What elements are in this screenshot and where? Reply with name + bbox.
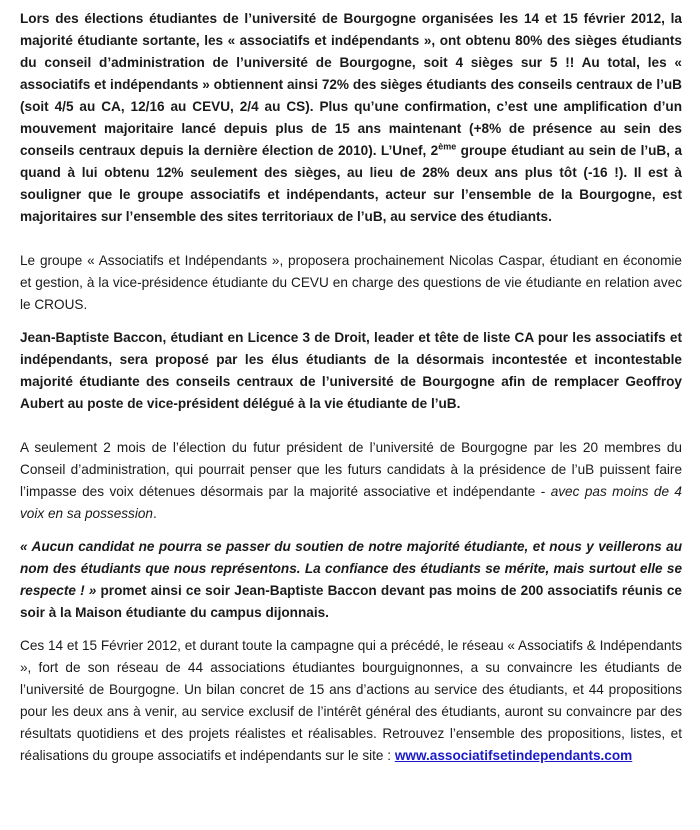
paragraph-election-results [20,8,682,228]
paragraph-text: A seulement 2 mois de l’élection du futur président de l’université de Bourgogne par les 20 membres du Conseil d’administration, qui pourrait penser que les futurs candidats à la présidence de l’uB puissent faire l’impasse des voix détenues désormais par la majorité associative et indépendante - [20,440,682,499]
paragraph-text: Ces 14 et 15 Février 2012, et durant toute la campagne qui a précédé, le réseau « Associatifs & Indépendants », fort de son réseau de 44 associations étudiantes bourguignonnes, a su convaincre les étudiants de l’université de Bourgogne. Un bilan concret de 15 ans d’actions au service des étudiants, et 44 propositions pour les deux ans à venir, au service exclusif de l’intérêt général des étudiants, auront su convaincre par des résultats quotidiens et des projets réalistes et réalisables. Retrouvez l’ensemble des propositions, listes, et réalisations du groupe associatifs et indépendants sur le site : [20,638,682,763]
paragraph-text: . [153,506,157,521]
paragraph-text: groupe étudiant au sein de l’uB, a quand à lui obtenu 12% seulement des sièges, au lieu de 28% deux ans plus tôt (-16 !). Il est à souligner que le groupe associatifs et indépendants, acteur sur l’ensemble de la Bourgogne, est majoritaires sur l’ensemble des sites territoriaux de l’uB, au service des étudiants. [20,143,683,224]
paragraph-text: Lors des élections étudiantes de l’université de Bourgogne organisées les 14 et 15 février 2012, la majorité étudiante sortante, les « associatifs et indépendants », ont obtenu 80% des sièges étudiants du conseil d’administration de l’université de Bourgogne, soit 4 sièges sur 5 !! Au total, les « associatifs et indépendants » obtiennent ainsi 72% des sièges étudiants des conseils centraux de l’uB (soit 4/5 au CA, 12/16 au CEVU, 2/4 au CS). Plus qu’une confirmation, c’est une amplification d’un mouvement majoritaire lancé depuis plus de 15 ans maintenant (+8% de présence au sein des conseils centraux depuis la dernière élection de 2010). L’Unef, 2 [20,11,682,158]
paragraph-presidential-election [20,437,682,525]
paragraph-text: promet ainsi ce soir Jean-Baptiste Baccon devant pas moins de 200 associatifs réunis ce soir à la Maison étudiante du campus dijonnais. [20,583,682,620]
paragraph-vice-president: Jean-Baptiste Baccon, étudiant en Licence 3 de Droit, leader et tête de liste CA pour les associatifs et indépendants, sera proposé par les élus étudiants de la désormais incontestée et incontestable majorité étudiante des conseils centraux de l’université de Bourgogne afin de remplacer Geoffroy Aubert au poste de vice-président délégué à la vie étudiante de l’uB. [20,330,682,411]
italic-remark: avec pas moins de 4 voix en sa possession [20,484,682,521]
superscript-ordinal: ème [438,141,457,152]
quote-text: « Aucun candidat ne pourra se passer du soutien de notre majorité étudiante, et nous y veillerons au nom des étudiants que nous représentons. La confiance des étudiants se mérite, mais surtout elle se respecte ! » [20,539,682,598]
paragraph-quote [20,536,682,624]
paragraph-campaign-summary [20,635,682,767]
paragraph-cevu-candidate: Le groupe « Associatifs et Indépendants », proposera prochainement Nicolas Caspar, étudiant en économie et gestion, à la vice-présidence étudiante du CEVU en charge des questions de vie étudiante en relation avec le CROUS. [20,253,682,312]
website-link[interactable]: www.associatifsetindependants.com [394,748,633,763]
